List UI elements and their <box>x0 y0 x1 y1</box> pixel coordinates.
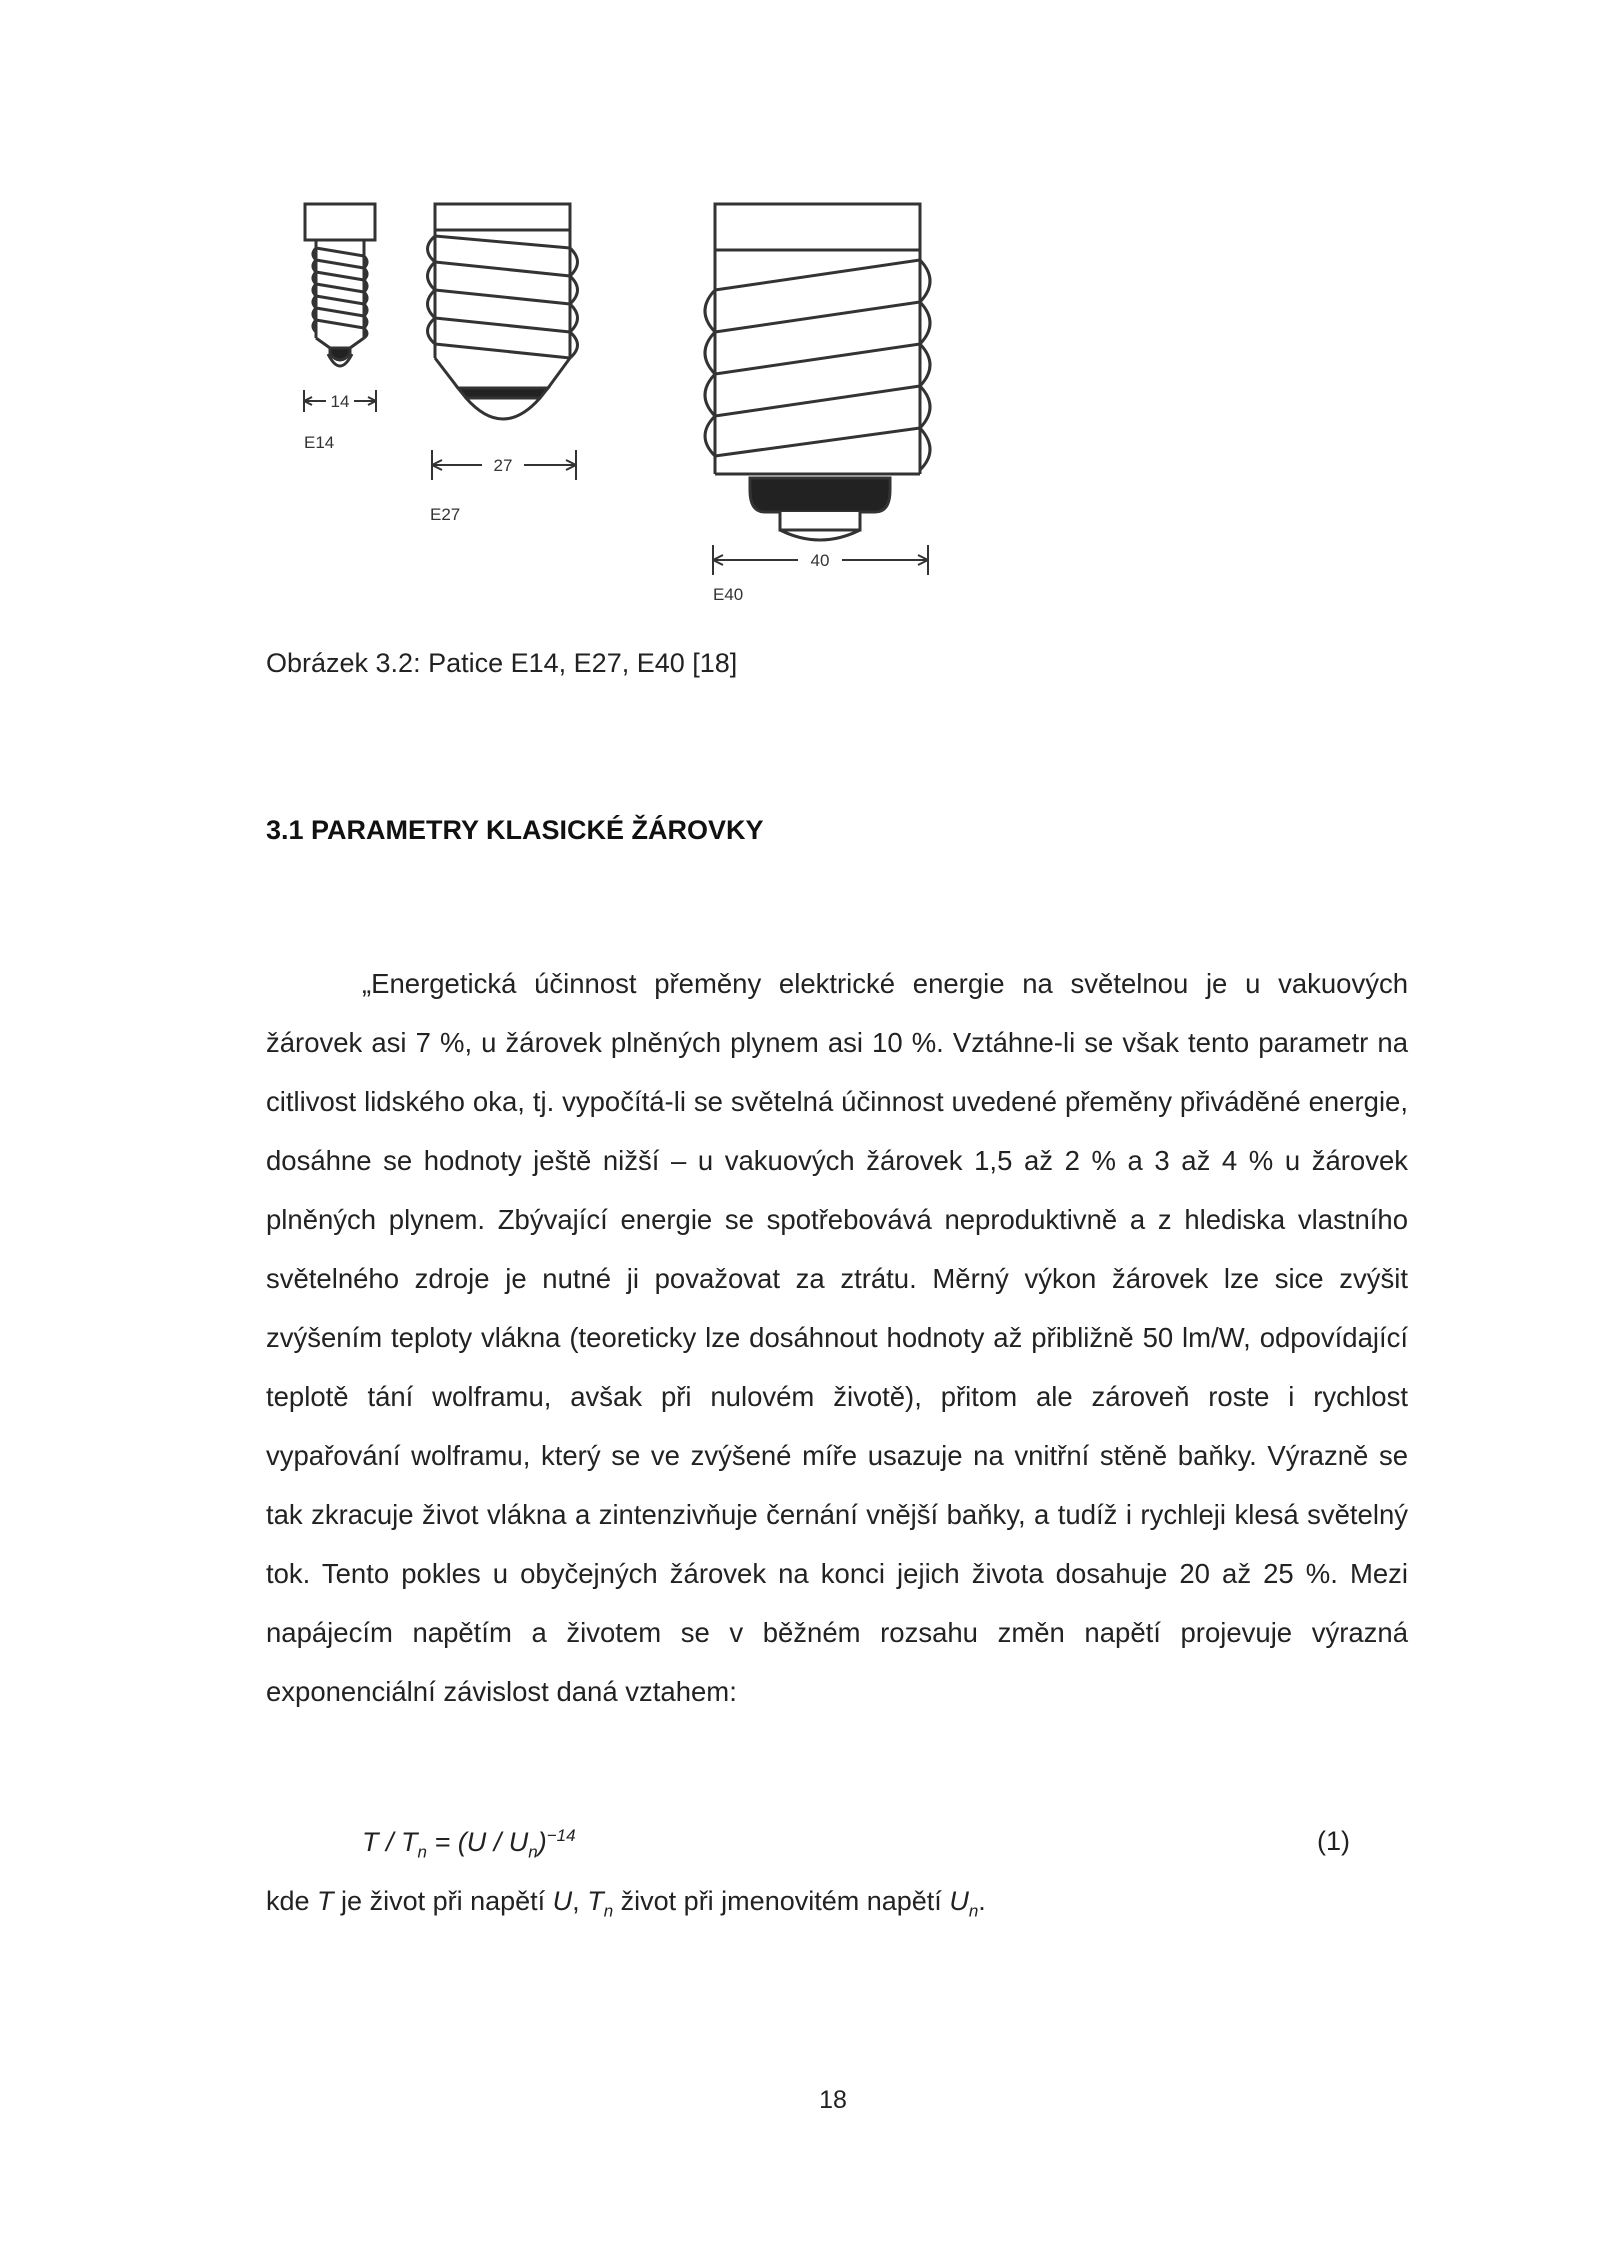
e14-socket-label: E14 <box>304 433 335 452</box>
e27-dimension-label: 27 <box>493 456 513 475</box>
e40-socket-label: E40 <box>713 585 744 604</box>
e14-dimension-label: 14 <box>330 392 350 411</box>
socket-drawings <box>290 190 1370 620</box>
page-number: 18 <box>819 2086 847 2114</box>
equation-explanation: kde T je život při napětí U, $T_n$ život při jmenovitém napětí $U_n$. <box>266 1886 986 1921</box>
section-heading: 3.1 PARAMETRY KLASICKÉ ŽÁROVKY <box>266 815 764 845</box>
equation: $T / T_n = (U / U_n)^{-14}$ <box>362 1826 576 1862</box>
e27-socket-label: E27 <box>430 505 461 524</box>
e14-socket-drawing <box>304 204 376 412</box>
body-paragraph: „Energetická účinnost přeměny elektrické energie na světelnou je u vakuových žárovek asi 7 %, u žárovek plněných plynem asi 10 %. Vztáhne-li se však tento parametr na citlivost lidského oka, tj. vypočítá-li se světelná účinnost uvedené přeměny přiváděné energie, dosáhne se hodnoty ještě nižší – u vakuových žárovek 1,5 až 2 % a 3 až 4 % u žárovek plněných plynem. Zbývající energie se spotřebovává neproduktivně a z hlediska vlastního světelného zdroje je nutné ji považovat za ztrátu. Měrný výkon žárovek lze sice zvýšit zvýšením teploty vlákna (teoreticky lze dosáhnout hodnoty až přibližně 50 lm/W, odpovídající teplotě tání wolframu, avšak při nulovém životě), přitom ale zároveň roste i rychlost vypařování wolframu, který se ve zvýšené míře usazuje na vnitřní stěně baňky. Výrazně se tak zkracuje život vlákna a zintenzivňuje černání vnější baňky, a tudíž i rychleji klesá světelný tok. Tento pokles u obyčejných žárovek na konci jejich života dosahuje 20 až 25 %. Mezi napájecím napětím a životem se v běžném rozsahu změn napětí projevuje výrazná exponenciální závislost daná vztahem: <box>266 968 1408 1707</box>
e40-dimension-label: 40 <box>810 551 830 570</box>
lamp-socket-figure <box>290 190 1370 620</box>
e27-socket-drawing <box>428 204 578 480</box>
equation-row <box>266 1826 1350 1872</box>
equation-number: (1) <box>1317 1826 1350 1856</box>
body-paragraph-container <box>266 954 1408 1721</box>
e40-socket-drawing <box>705 204 930 575</box>
figure-caption: Obrázek 3.2: Patice E14, E27, E40 [18] <box>266 648 738 678</box>
